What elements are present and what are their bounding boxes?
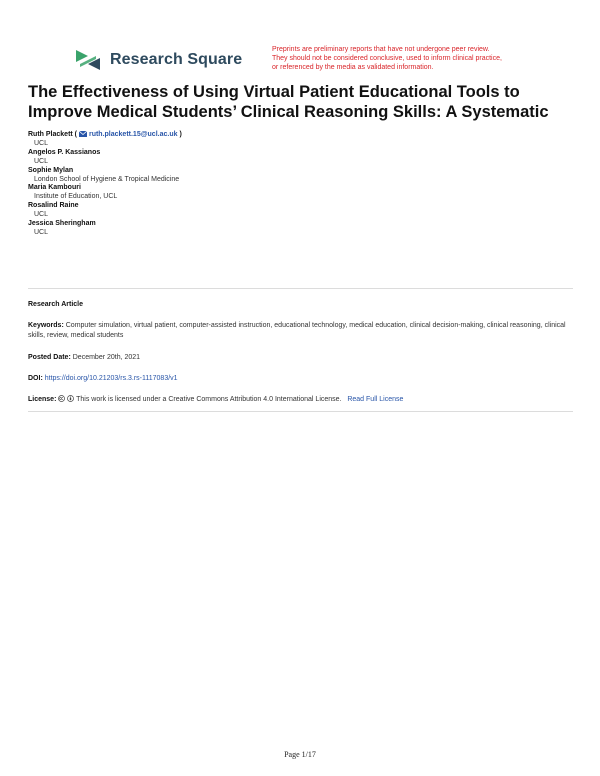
article-type: Research Article (28, 301, 83, 308)
attribution-icon (67, 395, 74, 402)
author-affiliation: UCL (34, 211, 49, 219)
author-entry (28, 149, 182, 167)
author-entry: Ruth Plackett ( ruth.plackett.15@ucl.ac.uk ) UCL (28, 131, 182, 147)
author-name: Jessica Sheringham (28, 220, 96, 228)
license-text: This work is licensed under a Creative Commons Attribution 4.0 International License. (76, 396, 342, 403)
page-number: Page 1/17 (284, 750, 316, 759)
divider (28, 288, 573, 289)
author-affiliation: UCL (34, 139, 49, 147)
author-entry (28, 167, 182, 185)
doi (28, 374, 573, 384)
disclaimer-line: They should not be considered conclusive, used to inform clinical practice, (272, 55, 502, 62)
author-email-link[interactable]: ruth.plackett.15@ucl.ac.uk (79, 131, 178, 138)
posted-date-value: December 20th, 2021 (72, 354, 141, 361)
disclaimer-line: or referenced by the media as validated information. (272, 64, 434, 71)
author-name: Ruth Plackett (28, 131, 73, 138)
article-title: The Effectiveness of Using Virtual Patient Educational Tools to Improve Medical Students’ Clinical Reasoning Skills: A Systematic (28, 83, 549, 121)
disclaimer-line: Preprints are preliminary reports that have not undergone peer review. (272, 46, 490, 53)
author-list (28, 131, 182, 238)
posted-date-label: Posted Date: (28, 354, 71, 361)
research-square-logo-icon (74, 47, 102, 73)
author-name: Rosalind Raine (28, 202, 79, 210)
logo-text: Research Square (110, 51, 243, 68)
keywords-label: Keywords: (28, 322, 64, 329)
preprint-disclaimer (272, 45, 552, 72)
author-affiliation: London School of Hygiene & Tropical Medicine (34, 175, 180, 183)
research-square-logo[interactable] (74, 47, 242, 73)
author-affiliation: Institute of Education, UCL (34, 193, 118, 201)
divider (28, 411, 573, 412)
keywords (28, 321, 573, 340)
posted-date (28, 353, 573, 363)
author-name: Sophie Mylan (28, 166, 74, 174)
doi-label: DOI: (28, 375, 43, 382)
creative-commons-icon (58, 395, 65, 402)
author-entry (28, 220, 182, 238)
author-affiliation: UCL (34, 157, 49, 165)
author-entry (28, 202, 182, 220)
author-name: Maria Kambouri (28, 184, 81, 192)
mail-icon (79, 131, 87, 137)
read-full-license-link[interactable]: Read Full License (347, 396, 404, 403)
author-entry (28, 184, 182, 202)
doi-link[interactable]: https://doi.org/10.21203/rs.3.rs-1117083/v1 (44, 375, 178, 382)
license-label: License: (28, 396, 57, 403)
author-name: Angelos P. Kassianos (28, 148, 101, 156)
license (28, 395, 573, 405)
keywords-text: Computer simulation, virtual patient, computer-assisted instruction, educational technology, medical education, clinical decision-making, clinical reasoning, clinical skills, review, medical students (28, 322, 566, 339)
author-affiliation: UCL (34, 228, 49, 236)
